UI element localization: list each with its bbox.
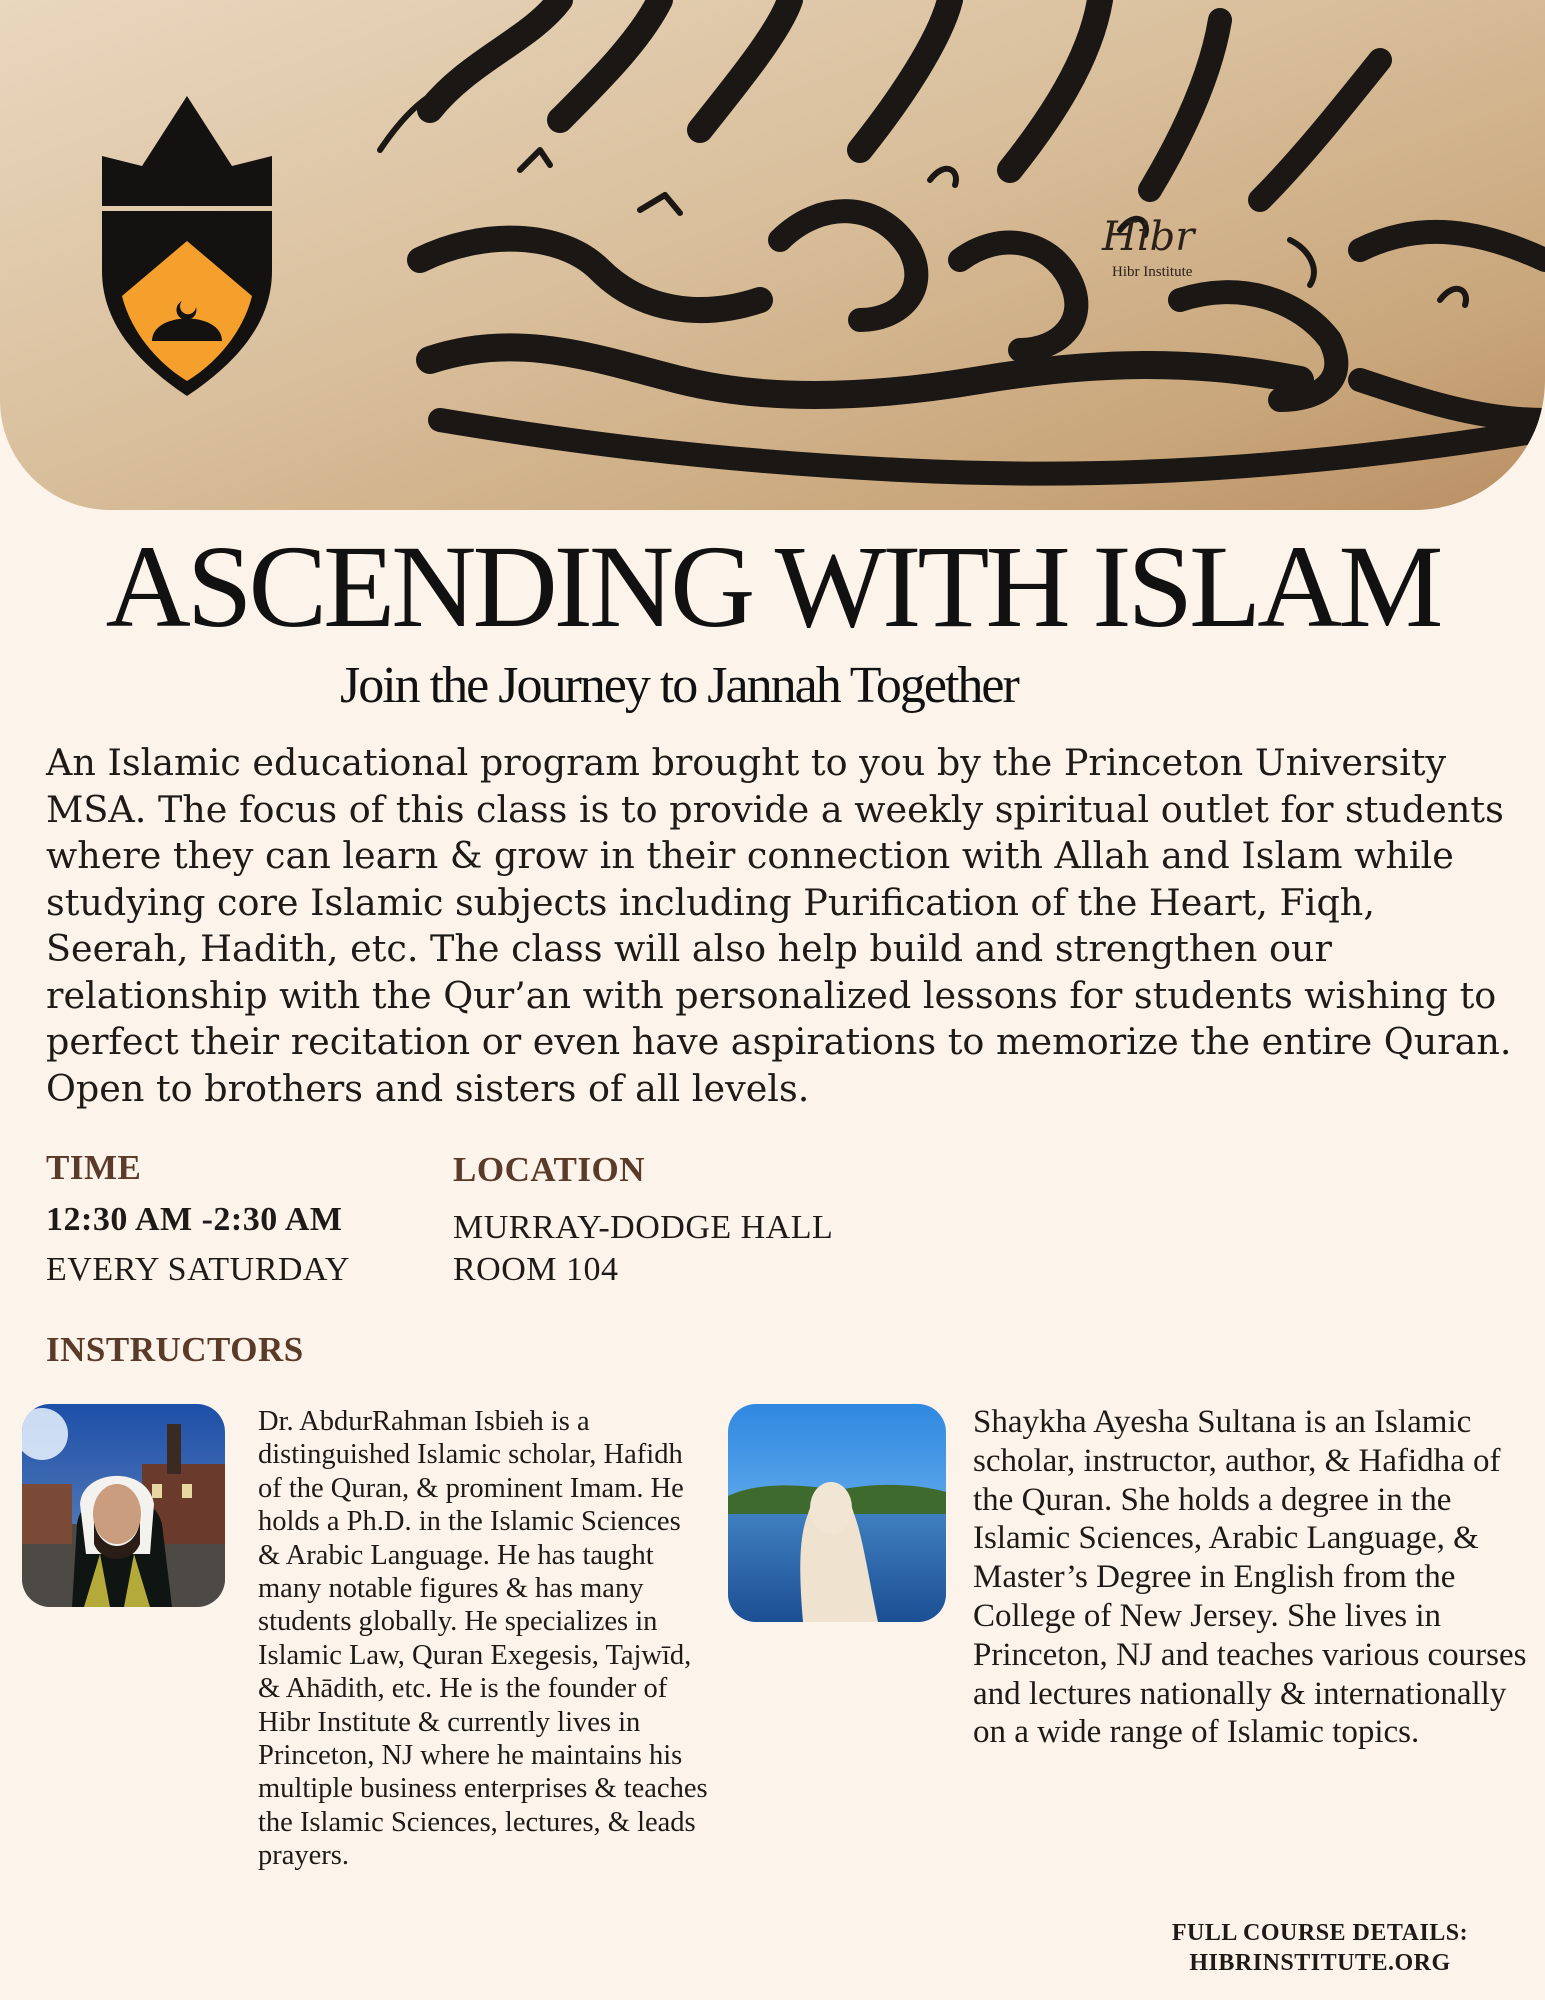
event-title: ASCENDING WITH ISLAM [105, 521, 1440, 652]
instructor-bio-ayesha: Shaykha Ayesha Sultana is an Islamic scholar, instructor, author, & Hafidha of the Quran. She holds a degree in the Islamic Sciences, Arabic Language, & Master’s Degree in English from the College of New Jersey. She lives in Princeton, NJ and teaches various courses and lectures nationally & internationally on a wide range of Islamic topics. [973, 1404, 1527, 1751]
instructor-photo-abdurrahman [22, 1404, 225, 1607]
location-building: MURRAY-DODGE HALL [453, 1209, 834, 1246]
instructor-bio-abdurrahman: Dr. AbdurRahman Isbieh is a distinguished Islamic scholar, Hafidh of the Quran, & prominent Imam. He holds a Ph.D. in the Islamic Sciences & Arabic Language. He has taught many notable figures & has many students globally. He specializes in Islamic Law, Quran Exegesis, Tajwīd, & Ahādith, etc. He is the founder of Hibr Institute & currently lives in Princeton, NJ where he maintains his multiple business enterprises & teaches the Islamic Sciences, lectures, & leads prayers. [258, 1406, 708, 1872]
msa-crest-logo [82, 96, 292, 396]
hero-calligraphy-image [0, 0, 1545, 510]
time-label: TIME [46, 1148, 142, 1187]
instructor-photo-ayesha [728, 1404, 946, 1622]
hibr-logo-subtitle: Hibr Institute [1112, 264, 1193, 280]
footer-website-link[interactable]: HIBRINSTITUTE.ORG [1189, 1950, 1451, 1976]
course-details-footer [1140, 1918, 1500, 1978]
event-subtitle: Join the Journey to Jannah Together [340, 657, 1018, 714]
day-value: EVERY SATURDAY [46, 1251, 350, 1288]
time-value: 12:30 AM -2:30 AM [46, 1201, 343, 1238]
footer-line1: FULL COURSE DETAILS: [1171, 1920, 1469, 1946]
hibr-institute-logo [1094, 214, 1224, 294]
location-room: ROOM 104 [453, 1251, 619, 1288]
instructors-label: INSTRUCTORS [46, 1330, 304, 1369]
location-label: LOCATION [453, 1150, 645, 1189]
event-description: An Islamic educational program brought to you by the Princeton University MSA. The focus of this class is to provide a weekly spiritual outlet for students where they can learn & grow in their connection with Allah and Islam while studying core Islamic subjects including Purification of the Heart, Fiqh, Seerah, Hadith, etc. The class will also help build and strengthen our relationship with the Qur’an with personalized lessons for students wishing to perfect their recitation or even have aspirations to memorize the entire Quran. Open to brothers and sisters of all levels. [46, 741, 1512, 1110]
hibr-logo-script: Hibr [1102, 214, 1195, 260]
